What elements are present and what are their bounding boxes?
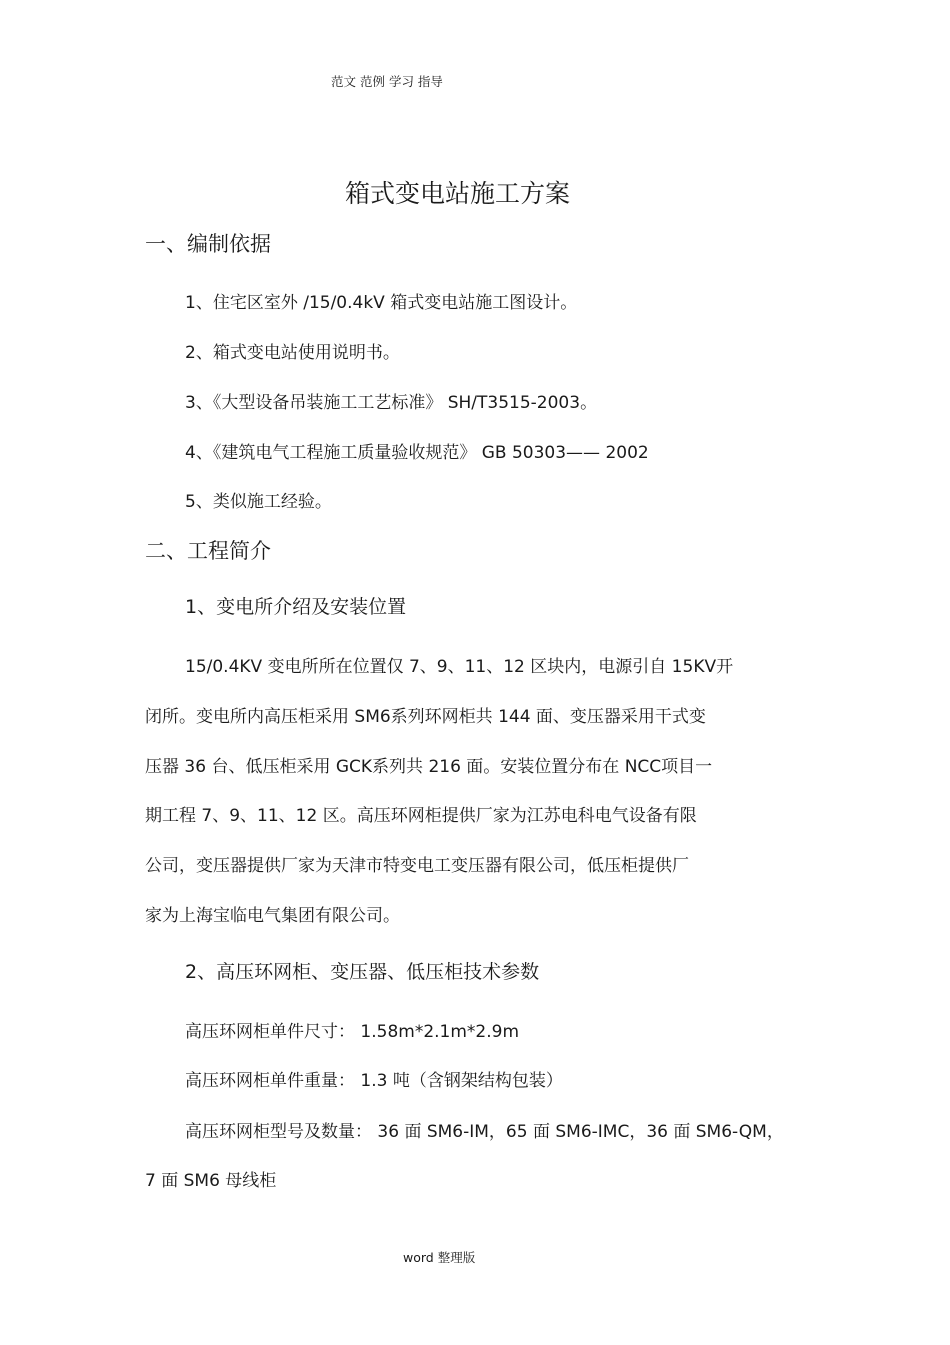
reference-item: 2、箱式变电站使用说明书。 [185, 343, 400, 363]
page-header: 范文 范例 学习 指导 [331, 74, 443, 89]
paragraph-line: 闭所。变电所内高压柜采用 SM6系列环网柜共 144 面、变压器采用干式变 [145, 707, 706, 727]
parameter-continuation: 7 面 SM6 母线柜 [145, 1171, 277, 1191]
document-title: 箱式变电站施工方案 [345, 179, 571, 208]
paragraph-line: 期工程 7、9、11、12 区。高压环网柜提供厂家为江苏电科电气设备有限 [145, 806, 697, 826]
parameter-line: 高压环网柜单件重量： 1.3 吨（含钢架结构包装） [185, 1071, 563, 1091]
section-heading-basis: 一、编制依据 [145, 232, 271, 256]
parameter-line: 高压环网柜型号及数量： 36 面 SM6-IM，65 面 SM6-IMC，36 面 SM6-QM， [185, 1122, 784, 1142]
reference-item: 3、《大型设备吊装施工工艺标准》 SH/T3515-2003。 [185, 393, 598, 413]
subsection-heading-parameters: 2、高压环网柜、变压器、低压柜技术参数 [185, 961, 540, 983]
reference-item: 1、住宅区室外 /15/0.4kV 箱式变电站施工图设计。 [185, 293, 578, 313]
paragraph-line: 15/0.4KV 变电所所在位置仅 7、9、11、12 区块内，电源引自 15KV开 [185, 657, 734, 677]
reference-item: 4、《建筑电气工程施工质量验收规范》 GB 50303—— 2002 [185, 443, 649, 463]
section-heading-overview: 二、工程简介 [145, 539, 271, 563]
reference-item: 5、类似施工经验。 [185, 492, 332, 512]
paragraph-line: 公司，变压器提供厂家为天津市特变电工变压器有限公司，低压柜提供厂 [145, 856, 689, 876]
parameter-line: 高压环网柜单件尺寸： 1.58m*2.1m*2.9m [185, 1022, 520, 1042]
paragraph-line: 压器 36 台、低压柜采用 GCK系列共 216 面。安装位置分布在 NCC项目一 [145, 757, 713, 777]
subsection-heading-location: 1、变电所介绍及安装位置 [185, 596, 407, 618]
page-footer: word 整理版 [403, 1250, 476, 1265]
paragraph-line: 家为上海宝临电气集团有限公司。 [145, 906, 400, 926]
